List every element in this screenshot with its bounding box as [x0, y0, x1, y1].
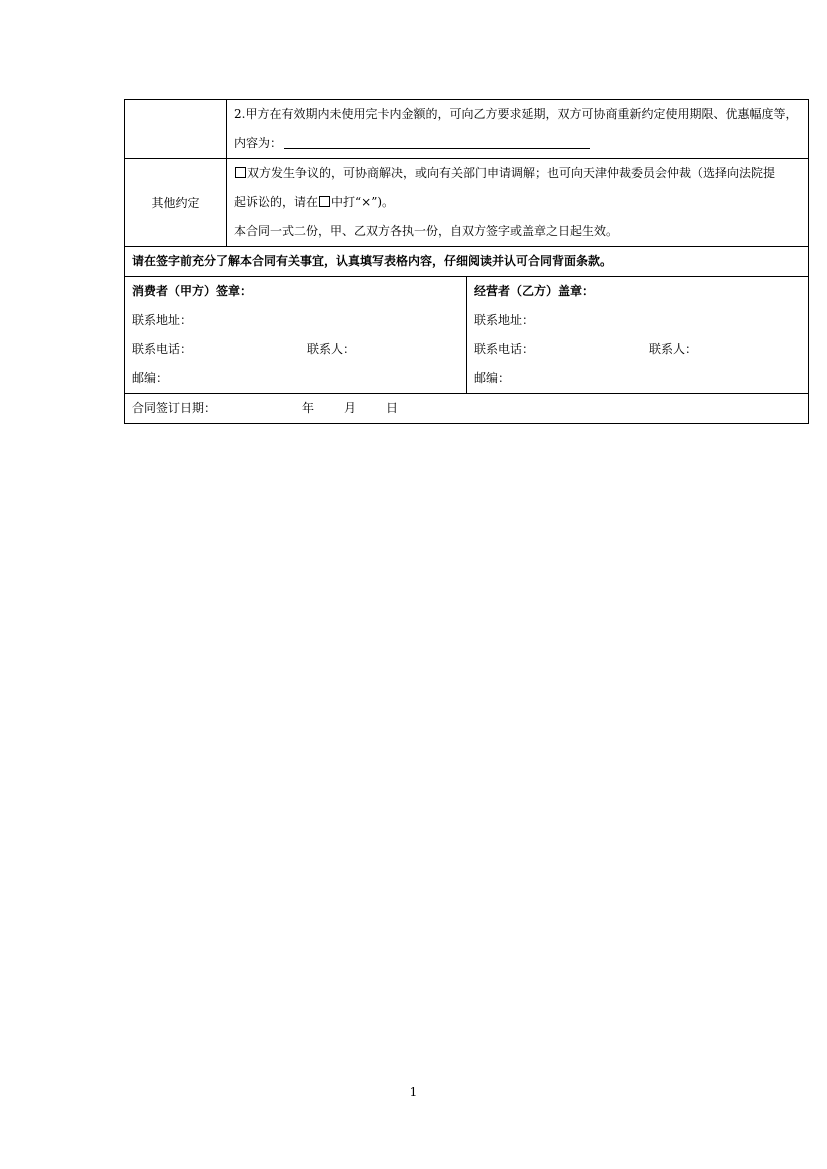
extension-clause-line1: 2.甲方在有效期内未使用完卡内金额的，可向乙方要求延期，双方可协商重新约定使用期限、优惠幅度等，	[234, 107, 798, 121]
operator-phone-label: 联系电话：	[474, 342, 535, 356]
notice-row	[125, 247, 809, 277]
operator-address-label: 联系地址：	[474, 313, 535, 327]
sign-date-month: 月	[344, 401, 357, 415]
operator-signature-title: 经营者（乙方）盖章：	[474, 284, 595, 298]
dispute-clause-suffix: 中打“×”)。	[331, 195, 395, 209]
sign-date-row	[125, 394, 809, 424]
operator-phone-line	[467, 335, 808, 364]
other-agreement-content	[227, 159, 809, 247]
arbitration-checkbox[interactable]	[235, 167, 246, 178]
sign-date-label: 合同签订日期：	[132, 401, 217, 415]
consumer-signature-cell	[125, 277, 467, 394]
consumer-signature-title: 消费者（甲方）签章：	[132, 284, 253, 298]
notice-cell	[125, 247, 809, 277]
extension-content-cell	[227, 100, 809, 159]
consumer-postcode-label: 邮编：	[132, 371, 169, 385]
consumer-phone-line	[125, 335, 466, 364]
dispute-clause-line2	[227, 188, 808, 217]
content-label: 内容为：	[234, 136, 283, 150]
dispute-clause-prefix: 起诉讼的，请在	[234, 195, 319, 209]
extension-clause-line2	[227, 129, 808, 158]
dispute-clause-line1	[227, 159, 808, 188]
sign-date-year: 年	[302, 401, 315, 415]
content-blank-line[interactable]	[284, 134, 590, 149]
signature-row	[125, 277, 809, 394]
dispute-clause-text: 双方发生争议的，可协商解决，或向有关部门申请调解；也可向天津仲裁委员会仲裁（选择向法院提	[247, 166, 776, 180]
operator-signature-cell	[467, 277, 809, 394]
extension-label-cell	[125, 100, 227, 159]
sign-date-line	[125, 394, 808, 423]
consumer-phone-label: 联系电话：	[132, 342, 193, 356]
inline-checkbox-icon	[319, 196, 330, 207]
other-agreement-row	[125, 159, 809, 247]
page-number: 1	[409, 1085, 418, 1099]
copies-clause-line: 本合同一式二份，甲、乙双方各执一份，自双方签字或盖章之日起生效。	[234, 224, 619, 238]
extension-row	[125, 100, 809, 159]
signing-notice: 请在签字前充分了解本合同有关事宜，认真填写表格内容，仔细阅读并认可合同背面条款。	[132, 254, 613, 268]
contract-form-table	[124, 99, 809, 424]
consumer-address-label: 联系地址：	[132, 313, 193, 327]
operator-contact-label: 联系人：	[649, 342, 698, 356]
sign-date-day: 日	[386, 401, 399, 415]
sign-date-cell	[125, 394, 809, 424]
operator-postcode-label: 邮编：	[474, 371, 511, 385]
consumer-contact-label: 联系人：	[307, 342, 356, 356]
other-agreement-label: 其他约定	[125, 159, 227, 247]
